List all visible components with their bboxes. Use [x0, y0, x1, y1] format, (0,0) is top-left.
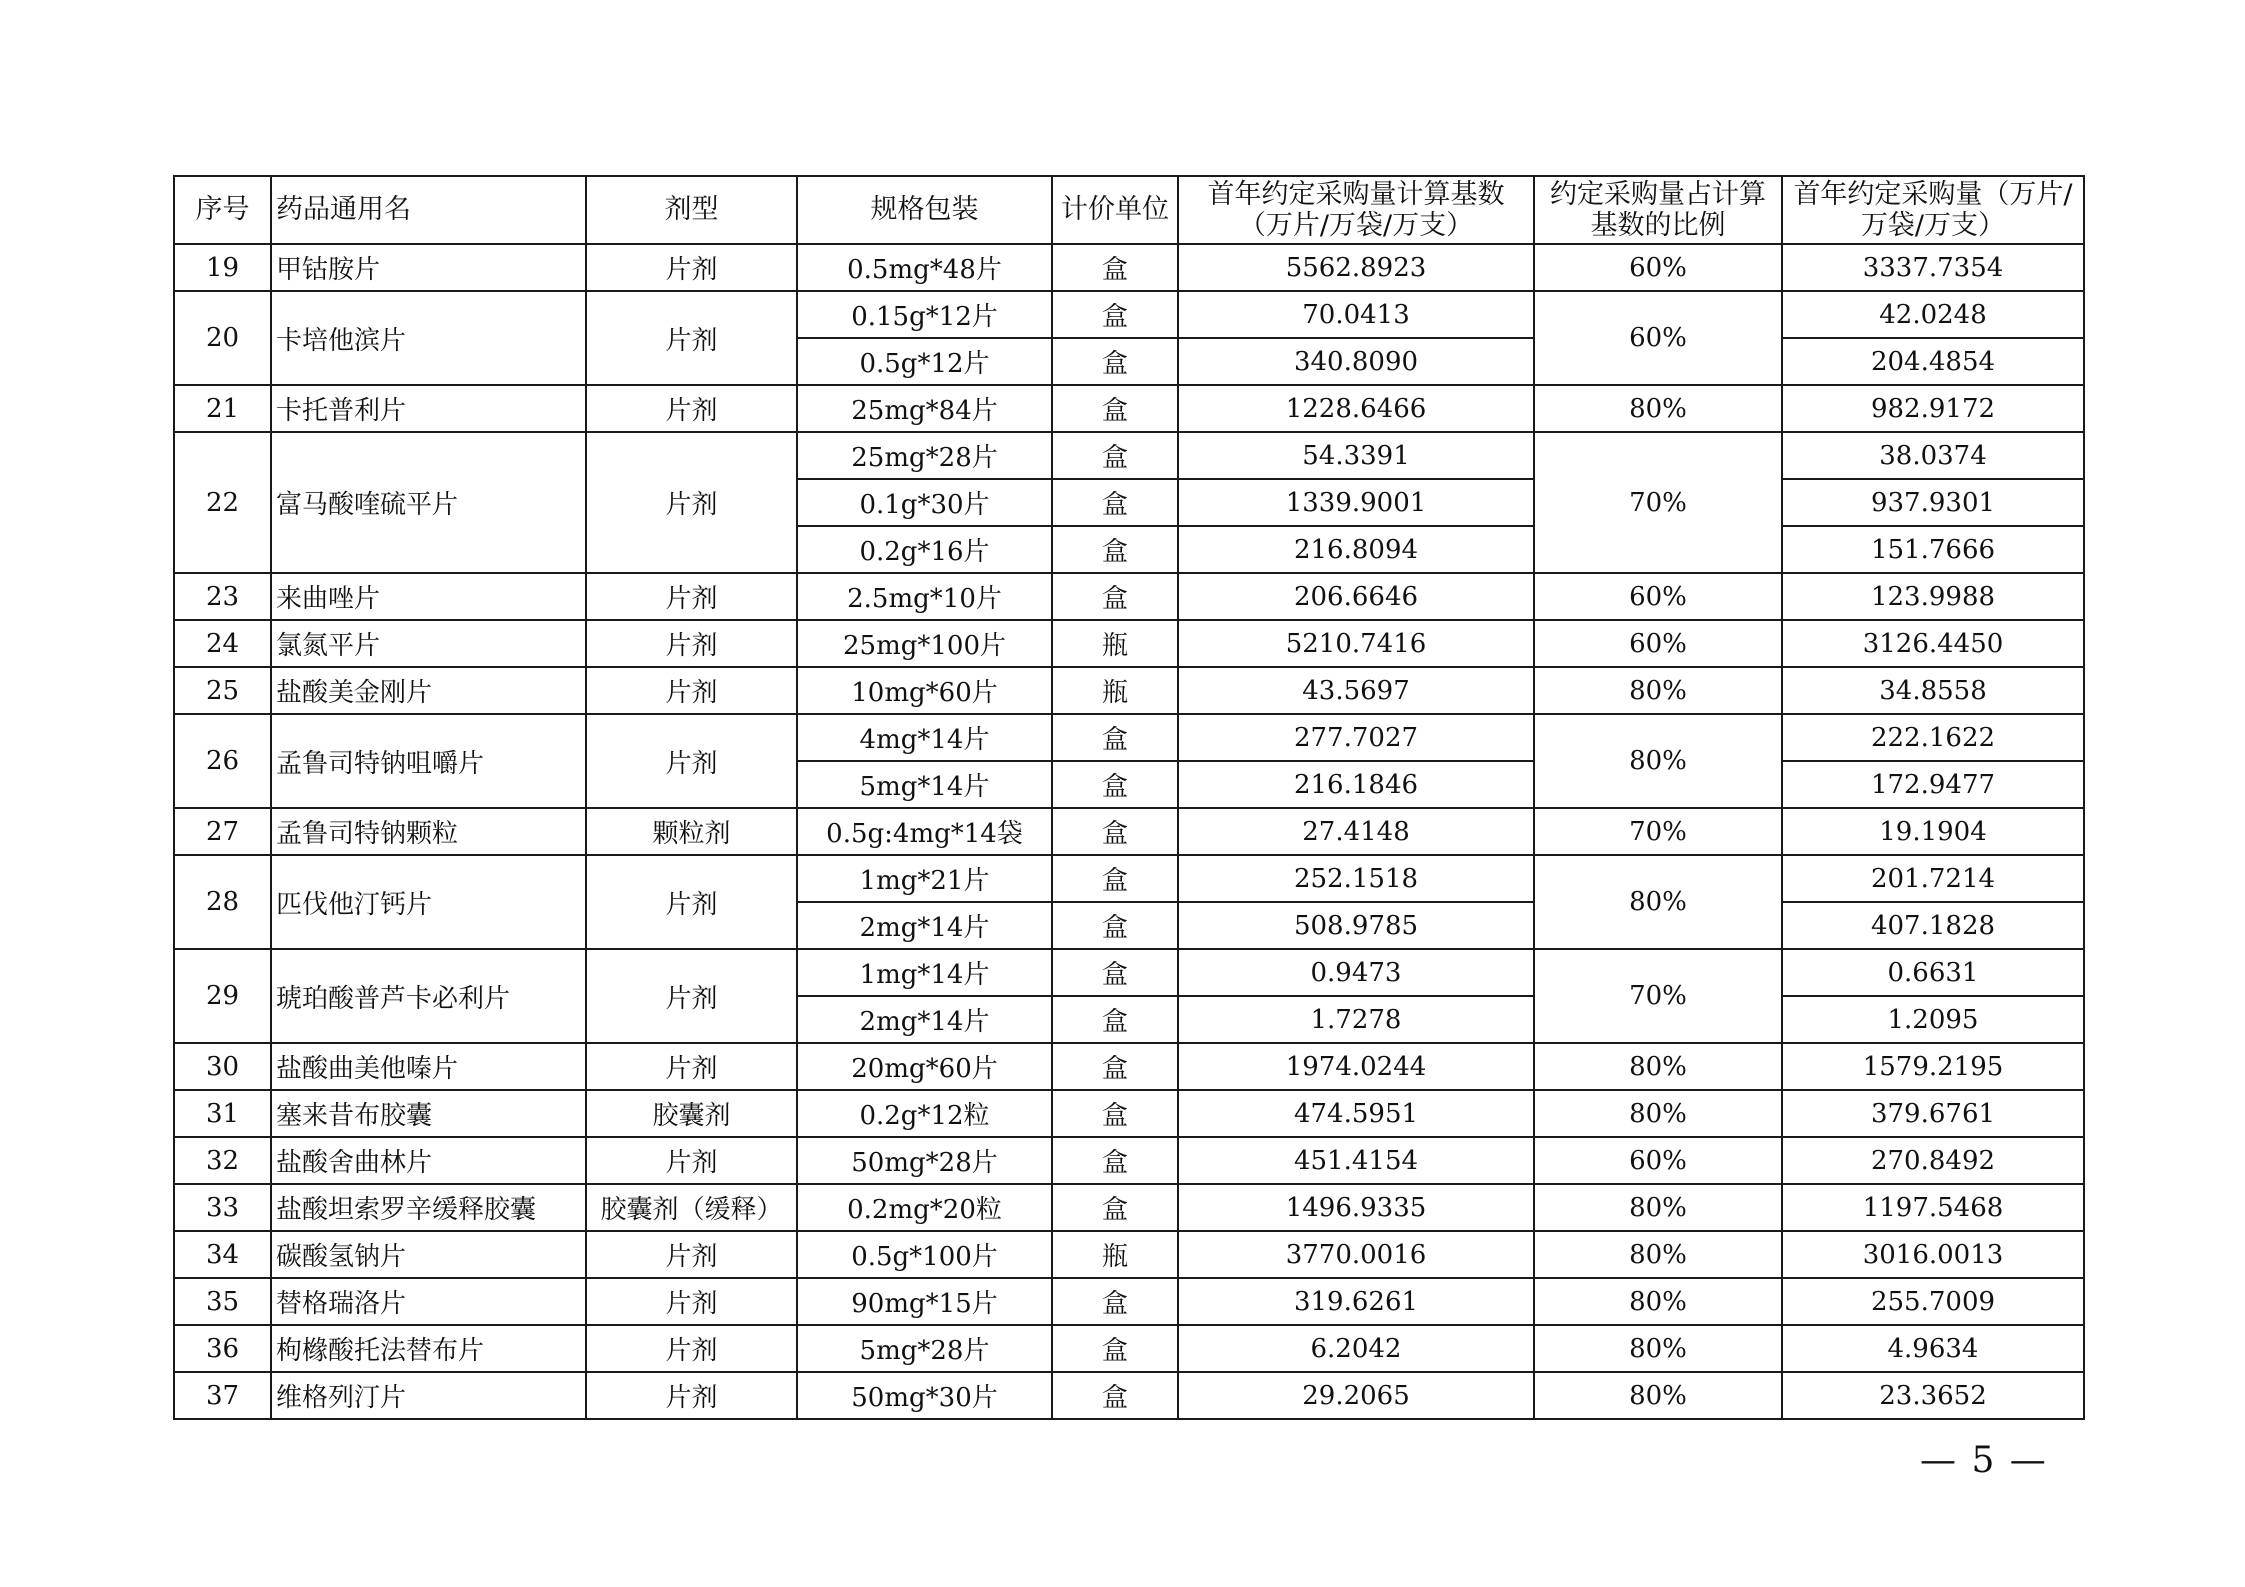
cell-base: 340.8090: [1178, 338, 1534, 385]
cell-qty: 0.6631: [1782, 949, 2084, 996]
cell-spec: 20mg*60片: [797, 1043, 1052, 1090]
cell-qty: 255.7009: [1782, 1278, 2084, 1325]
cell-base: 1496.9335: [1178, 1184, 1534, 1231]
cell-unit: 盒: [1052, 573, 1178, 620]
cell-spec: 10mg*60片: [797, 667, 1052, 714]
cell-seq: 37: [174, 1372, 271, 1419]
cell-unit: 盒: [1052, 1372, 1178, 1419]
cell-drug-name: 孟鲁司特钠咀嚼片: [271, 714, 586, 808]
cell-spec: 50mg*30片: [797, 1372, 1052, 1419]
cell-base: 1339.9001: [1178, 479, 1534, 526]
header-qty: 首年约定采购量（万片/万袋/万支）: [1782, 176, 2084, 244]
cell-base: 3770.0016: [1178, 1231, 1534, 1278]
cell-spec: 0.5g*100片: [797, 1231, 1052, 1278]
cell-dosage-form: 片剂: [586, 1325, 797, 1372]
table-row: [174, 573, 2084, 620]
cell-drug-name: 维格列汀片: [271, 1372, 586, 1419]
table-row: [174, 1184, 2084, 1231]
cell-ratio: 80%: [1534, 667, 1782, 714]
cell-unit: 盒: [1052, 996, 1178, 1043]
cell-ratio: 80%: [1534, 1278, 1782, 1325]
cell-qty: 42.0248: [1782, 291, 2084, 338]
cell-ratio: 80%: [1534, 1325, 1782, 1372]
procurement-table: [173, 175, 2085, 1420]
table-body: [174, 244, 2084, 1419]
cell-dosage-form: 片剂: [586, 1043, 797, 1090]
cell-base: 43.5697: [1178, 667, 1534, 714]
cell-spec: 0.5g:4mg*14袋: [797, 808, 1052, 855]
header-seq: 序号: [174, 176, 271, 244]
cell-qty: 151.7666: [1782, 526, 2084, 573]
cell-spec: 2mg*14片: [797, 902, 1052, 949]
header-spec: 规格包装: [797, 176, 1052, 244]
cell-spec: 0.15g*12片: [797, 291, 1052, 338]
cell-spec: 0.1g*30片: [797, 479, 1052, 526]
cell-dosage-form: 片剂: [586, 291, 797, 385]
cell-drug-name: 替格瑞洛片: [271, 1278, 586, 1325]
cell-base: 1228.6466: [1178, 385, 1534, 432]
cell-spec: 5mg*28片: [797, 1325, 1052, 1372]
cell-seq: 24: [174, 620, 271, 667]
cell-seq: 25: [174, 667, 271, 714]
table-row: [174, 1372, 2084, 1419]
cell-qty: 23.3652: [1782, 1372, 2084, 1419]
cell-drug-name: 氯氮平片: [271, 620, 586, 667]
cell-spec: 25mg*84片: [797, 385, 1052, 432]
cell-base: 1974.0244: [1178, 1043, 1534, 1090]
cell-base: 5210.7416: [1178, 620, 1534, 667]
table-row: [174, 1278, 2084, 1325]
cell-dosage-form: 片剂: [586, 1137, 797, 1184]
cell-base: 508.9785: [1178, 902, 1534, 949]
cell-ratio: 80%: [1534, 1372, 1782, 1419]
cell-seq: 36: [174, 1325, 271, 1372]
cell-qty: 379.6761: [1782, 1090, 2084, 1137]
cell-spec: 1mg*14片: [797, 949, 1052, 996]
table-row: [174, 432, 2084, 479]
cell-dosage-form: 片剂: [586, 949, 797, 1043]
header-row: [174, 176, 2084, 244]
cell-spec: 5mg*14片: [797, 761, 1052, 808]
cell-spec: 0.2g*16片: [797, 526, 1052, 573]
cell-qty: 222.1622: [1782, 714, 2084, 761]
cell-dosage-form: 片剂: [586, 432, 797, 573]
table-row: [174, 1137, 2084, 1184]
cell-dosage-form: 片剂: [586, 620, 797, 667]
cell-unit: 盒: [1052, 1137, 1178, 1184]
cell-drug-name: 甲钴胺片: [271, 244, 586, 291]
cell-drug-name: 枸橼酸托法替布片: [271, 1325, 586, 1372]
cell-seq: 30: [174, 1043, 271, 1090]
cell-ratio: 60%: [1534, 620, 1782, 667]
cell-drug-name: 盐酸曲美他嗪片: [271, 1043, 586, 1090]
cell-dosage-form: 片剂: [586, 855, 797, 949]
cell-seq: 21: [174, 385, 271, 432]
table-row: [174, 244, 2084, 291]
cell-ratio: 80%: [1534, 1090, 1782, 1137]
cell-spec: 0.2g*12粒: [797, 1090, 1052, 1137]
cell-unit: 瓶: [1052, 1231, 1178, 1278]
cell-drug-name: 孟鲁司特钠颗粒: [271, 808, 586, 855]
cell-base: 29.2065: [1178, 1372, 1534, 1419]
cell-drug-name: 塞来昔布胶囊: [271, 1090, 586, 1137]
cell-unit: 盒: [1052, 432, 1178, 479]
cell-unit: 盒: [1052, 1043, 1178, 1090]
table-row: [174, 1043, 2084, 1090]
cell-seq: 20: [174, 291, 271, 385]
cell-spec: 25mg*100片: [797, 620, 1052, 667]
cell-drug-name: 琥珀酸普芦卡必利片: [271, 949, 586, 1043]
cell-spec: 25mg*28片: [797, 432, 1052, 479]
cell-qty: 123.9988: [1782, 573, 2084, 620]
header-ratio: 约定采购量占计算基数的比例: [1534, 176, 1782, 244]
cell-base: 6.2042: [1178, 1325, 1534, 1372]
cell-base: 277.7027: [1178, 714, 1534, 761]
cell-qty: 3337.7354: [1782, 244, 2084, 291]
cell-spec: 2mg*14片: [797, 996, 1052, 1043]
cell-ratio: 60%: [1534, 291, 1782, 385]
cell-base: 70.0413: [1178, 291, 1534, 338]
header-base: 首年约定采购量计算基数（万片/万袋/万支）: [1178, 176, 1534, 244]
cell-seq: 19: [174, 244, 271, 291]
cell-unit: 盒: [1052, 1090, 1178, 1137]
table-row: [174, 667, 2084, 714]
cell-base: 5562.8923: [1178, 244, 1534, 291]
cell-seq: 31: [174, 1090, 271, 1137]
cell-qty: 3126.4450: [1782, 620, 2084, 667]
cell-seq: 27: [174, 808, 271, 855]
cell-dosage-form: 片剂: [586, 714, 797, 808]
cell-seq: 33: [174, 1184, 271, 1231]
cell-ratio: 60%: [1534, 244, 1782, 291]
cell-unit: 盒: [1052, 526, 1178, 573]
cell-dosage-form: 片剂: [586, 1278, 797, 1325]
cell-ratio: 70%: [1534, 432, 1782, 573]
table-row: [174, 1325, 2084, 1372]
table-row: [174, 291, 2084, 338]
cell-spec: 0.2mg*20粒: [797, 1184, 1052, 1231]
cell-ratio: 80%: [1534, 714, 1782, 808]
cell-spec: 0.5g*12片: [797, 338, 1052, 385]
cell-qty: 270.8492: [1782, 1137, 2084, 1184]
cell-seq: 22: [174, 432, 271, 573]
cell-unit: 盒: [1052, 244, 1178, 291]
cell-seq: 35: [174, 1278, 271, 1325]
cell-base: 1.7278: [1178, 996, 1534, 1043]
cell-spec: 2.5mg*10片: [797, 573, 1052, 620]
cell-drug-name: 盐酸坦索罗辛缓释胶囊: [271, 1184, 586, 1231]
page-number: — 5 —: [1920, 1440, 2048, 1481]
table-row: [174, 1090, 2084, 1137]
cell-base: 319.6261: [1178, 1278, 1534, 1325]
cell-qty: 3016.0013: [1782, 1231, 2084, 1278]
cell-drug-name: 盐酸舍曲林片: [271, 1137, 586, 1184]
table-row: [174, 714, 2084, 761]
cell-seq: 26: [174, 714, 271, 808]
cell-dosage-form: 颗粒剂: [586, 808, 797, 855]
cell-base: 216.8094: [1178, 526, 1534, 573]
cell-dosage-form: 片剂: [586, 1231, 797, 1278]
table-row: [174, 385, 2084, 432]
cell-dosage-form: 片剂: [586, 385, 797, 432]
cell-unit: 盒: [1052, 855, 1178, 902]
cell-drug-name: 富马酸喹硫平片: [271, 432, 586, 573]
cell-unit: 盒: [1052, 714, 1178, 761]
cell-base: 0.9473: [1178, 949, 1534, 996]
cell-seq: 32: [174, 1137, 271, 1184]
cell-qty: 204.4854: [1782, 338, 2084, 385]
cell-qty: 1197.5468: [1782, 1184, 2084, 1231]
cell-qty: 201.7214: [1782, 855, 2084, 902]
cell-drug-name: 来曲唑片: [271, 573, 586, 620]
cell-base: 474.5951: [1178, 1090, 1534, 1137]
cell-ratio: 70%: [1534, 949, 1782, 1043]
cell-seq: 34: [174, 1231, 271, 1278]
cell-unit: 盒: [1052, 949, 1178, 996]
cell-dosage-form: 片剂: [586, 573, 797, 620]
cell-seq: 28: [174, 855, 271, 949]
cell-dosage-form: 胶囊剂: [586, 1090, 797, 1137]
cell-qty: 982.9172: [1782, 385, 2084, 432]
cell-unit: 盒: [1052, 338, 1178, 385]
cell-qty: 172.9477: [1782, 761, 2084, 808]
cell-seq: 29: [174, 949, 271, 1043]
header-drug-name: 药品通用名: [271, 176, 586, 244]
cell-unit: 瓶: [1052, 620, 1178, 667]
cell-unit: 盒: [1052, 1325, 1178, 1372]
cell-ratio: 80%: [1534, 1184, 1782, 1231]
cell-qty: 937.9301: [1782, 479, 2084, 526]
table-row: [174, 620, 2084, 667]
cell-drug-name: 匹伐他汀钙片: [271, 855, 586, 949]
cell-dosage-form: 胶囊剂（缓释）: [586, 1184, 797, 1231]
cell-drug-name: 卡培他滨片: [271, 291, 586, 385]
cell-qty: 1.2095: [1782, 996, 2084, 1043]
cell-ratio: 60%: [1534, 1137, 1782, 1184]
cell-ratio: 60%: [1534, 573, 1782, 620]
cell-ratio: 80%: [1534, 855, 1782, 949]
cell-spec: 1mg*21片: [797, 855, 1052, 902]
table-row: [174, 949, 2084, 996]
cell-spec: 90mg*15片: [797, 1278, 1052, 1325]
cell-drug-name: 卡托普利片: [271, 385, 586, 432]
cell-qty: 34.8558: [1782, 667, 2084, 714]
cell-qty: 4.9634: [1782, 1325, 2084, 1372]
cell-base: 451.4154: [1178, 1137, 1534, 1184]
cell-ratio: 80%: [1534, 1043, 1782, 1090]
cell-unit: 盒: [1052, 385, 1178, 432]
cell-unit: 盒: [1052, 808, 1178, 855]
table-row: [174, 808, 2084, 855]
cell-ratio: 70%: [1534, 808, 1782, 855]
cell-spec: 50mg*28片: [797, 1137, 1052, 1184]
cell-drug-name: 盐酸美金刚片: [271, 667, 586, 714]
cell-unit: 盒: [1052, 291, 1178, 338]
table-row: [174, 855, 2084, 902]
cell-base: 252.1518: [1178, 855, 1534, 902]
cell-qty: 38.0374: [1782, 432, 2084, 479]
cell-base: 54.3391: [1178, 432, 1534, 479]
cell-seq: 23: [174, 573, 271, 620]
cell-dosage-form: 片剂: [586, 667, 797, 714]
cell-qty: 407.1828: [1782, 902, 2084, 949]
cell-spec: 0.5mg*48片: [797, 244, 1052, 291]
cell-drug-name: 碳酸氢钠片: [271, 1231, 586, 1278]
cell-dosage-form: 片剂: [586, 1372, 797, 1419]
cell-ratio: 80%: [1534, 385, 1782, 432]
cell-unit: 瓶: [1052, 667, 1178, 714]
cell-base: 216.1846: [1178, 761, 1534, 808]
table-row: [174, 1231, 2084, 1278]
header-dosage-form: 剂型: [586, 176, 797, 244]
cell-dosage-form: 片剂: [586, 244, 797, 291]
cell-ratio: 80%: [1534, 1231, 1782, 1278]
header-unit: 计价单位: [1052, 176, 1178, 244]
cell-unit: 盒: [1052, 1278, 1178, 1325]
cell-unit: 盒: [1052, 761, 1178, 808]
cell-unit: 盒: [1052, 479, 1178, 526]
cell-base: 206.6646: [1178, 573, 1534, 620]
cell-spec: 4mg*14片: [797, 714, 1052, 761]
cell-base: 27.4148: [1178, 808, 1534, 855]
cell-qty: 1579.2195: [1782, 1043, 2084, 1090]
cell-unit: 盒: [1052, 1184, 1178, 1231]
cell-unit: 盒: [1052, 902, 1178, 949]
cell-qty: 19.1904: [1782, 808, 2084, 855]
